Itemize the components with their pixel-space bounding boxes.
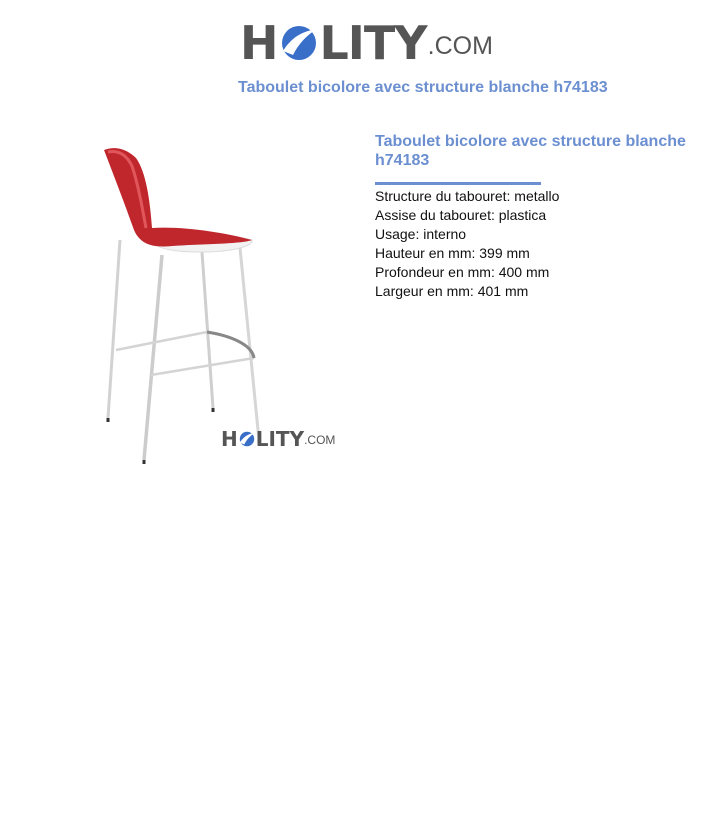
watermark-suffix: .COM bbox=[304, 433, 336, 447]
site-logo[interactable] bbox=[240, 12, 493, 68]
product-details bbox=[375, 132, 695, 301]
spec-item: Hauteur en mm: 399 mm bbox=[375, 245, 530, 261]
logo-suffix: .COM bbox=[427, 32, 493, 60]
spec-item: Largeur en mm: 401 mm bbox=[375, 283, 529, 299]
watermark-text-start: H bbox=[221, 427, 238, 451]
spec-list bbox=[375, 187, 695, 301]
globe-swoosh-icon bbox=[238, 429, 256, 449]
product-title: Taboulet bicolore avec structure blanche h74183 bbox=[375, 133, 686, 169]
spec-item: Profondeur en mm: 400 mm bbox=[375, 264, 550, 280]
title-divider bbox=[375, 182, 541, 185]
logo-text-end: LITY bbox=[319, 16, 427, 70]
image-watermark-logo bbox=[221, 428, 335, 450]
watermark-text-end: LITY bbox=[255, 427, 305, 451]
product-image bbox=[92, 140, 352, 470]
logo-text-start: H bbox=[240, 16, 278, 70]
spec-item: Assise du tabouret: plastica bbox=[375, 207, 547, 223]
page-title: Taboulet bicolore avec structure blanche h74183 bbox=[238, 79, 608, 96]
globe-swoosh-icon bbox=[279, 21, 319, 65]
spec-item: Structure du tabouret: metallo bbox=[375, 188, 560, 204]
spec-item: Usage: interno bbox=[375, 226, 467, 242]
